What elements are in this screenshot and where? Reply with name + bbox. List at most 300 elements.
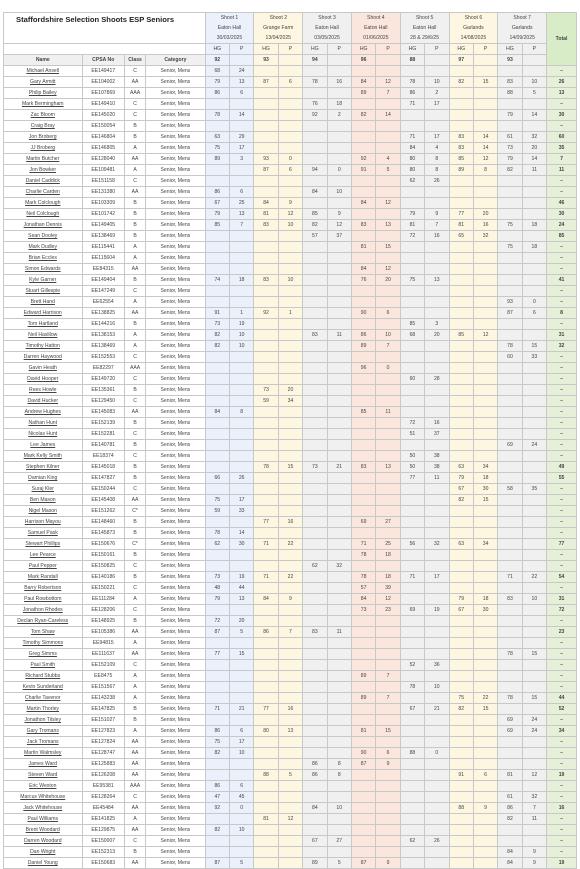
p-score (473, 737, 497, 748)
shooter-name-link[interactable]: Harrison Mayou (4, 517, 83, 528)
hg-score (498, 429, 522, 440)
p-score (327, 528, 351, 539)
shooter-name-link[interactable]: Neil Colclough (4, 209, 83, 220)
hg-score (498, 187, 522, 198)
shooter-name-link[interactable]: Philip Bailey (4, 88, 83, 99)
cpsa-number: EE148460 (82, 517, 124, 528)
hg-score (205, 462, 229, 473)
p-score: 22 (278, 539, 302, 550)
shooter-name-link[interactable]: Samuel Pask (4, 528, 83, 539)
shooter-name-link[interactable]: Nicolas Hunt (4, 429, 83, 440)
table-row (4, 781, 577, 792)
total-score: – (547, 286, 577, 297)
p-score: 8 (473, 165, 497, 176)
category-value: Senior, Mens (146, 132, 205, 143)
shooter-name-link[interactable]: Greg Simms (4, 649, 83, 660)
p-score (278, 121, 302, 132)
hg-score: 71 (254, 539, 278, 550)
p-score (425, 671, 449, 682)
category-value: Senior, Mens (146, 770, 205, 781)
hg-score: 79 (449, 473, 473, 484)
hg-score (449, 528, 473, 539)
hg-score (205, 605, 229, 616)
shooter-name-link[interactable]: Steven Ward (4, 770, 83, 781)
p-score (376, 627, 400, 638)
hg-score (303, 528, 327, 539)
class-value: A (124, 693, 145, 704)
p-score (278, 132, 302, 143)
shooter-name-link[interactable]: Mark Bermingham (4, 99, 83, 110)
table-row (4, 198, 577, 209)
cpsa-number: EE144216 (82, 319, 124, 330)
p-score (327, 660, 351, 671)
hg-score (449, 407, 473, 418)
p-score: 14 (473, 143, 497, 154)
table-row (4, 363, 577, 374)
shoot-venue: Garlands (463, 25, 484, 31)
hg-score: 87 (254, 77, 278, 88)
hg-score (254, 495, 278, 506)
p-label: P (229, 44, 253, 55)
shooter-name-link[interactable]: Charlie Tavenor (4, 693, 83, 704)
hg-score (254, 803, 278, 814)
table-row (4, 319, 577, 330)
shooter-name-link[interactable]: Sean Dooley (4, 231, 83, 242)
shooter-name-link[interactable]: Mark Colclough (4, 198, 83, 209)
hg-score (449, 638, 473, 649)
hg-score (449, 242, 473, 253)
shooter-name-link[interactable]: Edward Harrison (4, 308, 83, 319)
category-value: Senior, Mens (146, 275, 205, 286)
p-score (473, 286, 497, 297)
table-row (4, 605, 577, 616)
shooter-name-link[interactable]: Gary Tromans (4, 726, 83, 737)
shoot-header-row (4, 13, 577, 44)
p-score: 38 (425, 451, 449, 462)
p-score: 33 (522, 352, 546, 363)
hg-score: 83 (254, 220, 278, 231)
category-value: Senior, Mens (146, 462, 205, 473)
category-value: Senior, Mens (146, 396, 205, 407)
class-value: AA (124, 308, 145, 319)
shooter-name-link[interactable]: Timothy Hatton (4, 341, 83, 352)
hg-score (303, 143, 327, 154)
shooter-name-link[interactable]: Dan Wright (4, 847, 83, 858)
cpsa-number: EE62554 (82, 297, 124, 308)
cpsa-number: EE146804 (82, 132, 124, 143)
hg-score: 81 (351, 726, 375, 737)
class-value: A (124, 297, 145, 308)
shooter-name-link[interactable]: Kevin Sunderland (4, 682, 83, 693)
total-score: – (547, 671, 577, 682)
shooter-name-link[interactable]: Nigel Mason (4, 506, 83, 517)
shooter-name-link[interactable]: Brian Eccles (4, 253, 83, 264)
target-hg: 93 (254, 55, 278, 66)
category-value: Senior, Mens (146, 506, 205, 517)
hg-score (351, 528, 375, 539)
shooter-name-link[interactable]: Barry Robertson (4, 583, 83, 594)
shooter-name-link[interactable]: Paul Rowbottom (4, 594, 83, 605)
class-value: B (124, 847, 145, 858)
hg-score (205, 231, 229, 242)
hg-score (400, 649, 424, 660)
p-score (473, 847, 497, 858)
total-score: 44 (547, 693, 577, 704)
table-row (4, 814, 577, 825)
shooter-name-link[interactable]: Kyle Garner (4, 275, 83, 286)
shooter-name-link[interactable]: Eric Weston (4, 781, 83, 792)
hg-score (449, 253, 473, 264)
table-row (4, 275, 577, 286)
hg-score: 71 (400, 572, 424, 583)
shooter-name-link[interactable]: Simon Edwards (4, 264, 83, 275)
table-row (4, 209, 577, 220)
p-score (229, 715, 253, 726)
hg-score: 51 (400, 429, 424, 440)
class-value: A (124, 814, 145, 825)
total-score: – (547, 660, 577, 671)
hg-score (303, 440, 327, 451)
p-score: 12 (473, 154, 497, 165)
shooter-name-link[interactable]: Stephen Kilner (4, 462, 83, 473)
p-score (425, 66, 449, 77)
hg-score (254, 506, 278, 517)
shooter-name-link[interactable]: Declan Ryan-Careless (4, 616, 83, 627)
shooter-name-link[interactable]: Jon Bowker (4, 165, 83, 176)
p-score (327, 319, 351, 330)
shooter-name-link[interactable]: Mark Kelly Smith (4, 451, 83, 462)
p-score (473, 407, 497, 418)
p-score (327, 341, 351, 352)
cpsa-header: CPSA No (82, 55, 124, 66)
category-value: Senior, Mens (146, 616, 205, 627)
p-score: 9 (522, 858, 546, 869)
table-row (4, 682, 577, 693)
p-score (522, 264, 546, 275)
cpsa-number: EE152553 (82, 352, 124, 363)
shooter-name-link[interactable]: Martin Walmsley (4, 748, 83, 759)
category-value: Senior, Mens (146, 286, 205, 297)
cpsa-number: EE150007 (82, 836, 124, 847)
total-score: – (547, 517, 577, 528)
hg-score: 82 (449, 77, 473, 88)
shooter-name-link[interactable]: Ben Mason (4, 495, 83, 506)
category-value: Senior, Mens (146, 88, 205, 99)
hg-score (205, 451, 229, 462)
hg-score: 79 (449, 594, 473, 605)
p-score (473, 242, 497, 253)
shooter-name-link[interactable]: Gary Armitt (4, 77, 83, 88)
hg-score (449, 319, 473, 330)
p-score (522, 550, 546, 561)
table-row (4, 737, 577, 748)
shooter-name-link[interactable]: Brent Woodard (4, 825, 83, 836)
shooter-name-link[interactable]: Michael Ansell (4, 66, 83, 77)
p-score: 7 (376, 671, 400, 682)
p-score (522, 66, 546, 77)
shooter-name-link[interactable]: Marcus Whitehouse (4, 792, 83, 803)
class-value: B (124, 209, 145, 220)
shooter-name-link[interactable]: Stewart Phillips (4, 539, 83, 550)
category-value: Senior, Mens (146, 308, 205, 319)
cpsa-number: EE152313 (82, 847, 124, 858)
class-value: C (124, 451, 145, 462)
p-score: 17 (229, 495, 253, 506)
hg-score (449, 748, 473, 759)
hg-score (351, 374, 375, 385)
hg-score: 57 (303, 231, 327, 242)
hg-score (303, 242, 327, 253)
p-score: 8 (425, 154, 449, 165)
p-score (425, 803, 449, 814)
total-score: – (547, 385, 577, 396)
shooter-name-link[interactable]: Jonathon Tilsley (4, 715, 83, 726)
total-score: 72 (547, 605, 577, 616)
hg-label: HG (449, 44, 473, 55)
p-score (425, 715, 449, 726)
p-score (522, 473, 546, 484)
p-score: 34 (473, 539, 497, 550)
total-score: – (547, 495, 577, 506)
shooter-name-link[interactable]: Gavin Heath (4, 363, 83, 374)
p-score (522, 506, 546, 517)
p-score (473, 440, 497, 451)
p-score (522, 451, 546, 462)
p-score: 44 (229, 583, 253, 594)
shooter-name-link[interactable]: Nathan Hunt (4, 418, 83, 429)
shooter-name-link[interactable]: Daniel Caddick (4, 176, 83, 187)
shooter-name-link[interactable]: Jack Whitehouse (4, 803, 83, 814)
p-score (376, 495, 400, 506)
shooter-name-link[interactable]: Richard Stubbs (4, 671, 83, 682)
shooter-name-link[interactable]: Tom Hartland (4, 319, 83, 330)
shooter-name-link[interactable]: Martin Butcher (4, 154, 83, 165)
p-score: 7 (229, 220, 253, 231)
shooter-name-link[interactable]: Jonathan Dennis (4, 220, 83, 231)
p-score: 13 (229, 77, 253, 88)
hg-score (205, 814, 229, 825)
p-score (425, 242, 449, 253)
p-score: 19 (229, 572, 253, 583)
p-score (229, 682, 253, 693)
p-score (376, 297, 400, 308)
p-score (327, 484, 351, 495)
p-score: 9 (473, 803, 497, 814)
p-score (522, 759, 546, 770)
hg-score (303, 286, 327, 297)
column-header-row (4, 55, 577, 66)
p-score: 18 (327, 99, 351, 110)
shooter-name-link[interactable]: Jon Broberg (4, 132, 83, 143)
p-score (522, 429, 546, 440)
p-score (522, 616, 546, 627)
p-score (327, 473, 351, 484)
shooter-name-link[interactable]: Paul Pepper (4, 561, 83, 572)
hg-score (205, 770, 229, 781)
shooter-name-link[interactable]: Mark Dudley (4, 242, 83, 253)
hg-score (303, 154, 327, 165)
hg-score: 89 (351, 341, 375, 352)
shooter-name-link[interactable]: Suraj Kler (4, 484, 83, 495)
p-score (278, 792, 302, 803)
p-score (425, 649, 449, 660)
shooter-name-link[interactable]: Brett Hand (4, 297, 83, 308)
cpsa-number: EE94815 (82, 638, 124, 649)
p-score: 11 (327, 330, 351, 341)
hg-score (205, 440, 229, 451)
shooter-name-link[interactable]: Paul Williams (4, 814, 83, 825)
shooter-name-link[interactable]: David Hooper (4, 374, 83, 385)
p-score (327, 253, 351, 264)
shooter-name-link[interactable]: Charlie Carden (4, 187, 83, 198)
shooter-name-link[interactable]: James Ward (4, 759, 83, 770)
category-value: Senior, Mens (146, 77, 205, 88)
hg-score (498, 605, 522, 616)
shooter-name-link[interactable]: Neil Haslilow (4, 330, 83, 341)
class-value: B (124, 220, 145, 231)
p-score: 6 (229, 726, 253, 737)
p-score: 5 (522, 88, 546, 99)
p-score (376, 418, 400, 429)
shooter-name-link[interactable]: Rees Howle (4, 385, 83, 396)
shooter-name-link[interactable]: Damian King (4, 473, 83, 484)
shooter-name-link[interactable]: Andrew Hughes (4, 407, 83, 418)
p-score (327, 429, 351, 440)
hg-score: 76 (351, 275, 375, 286)
hg-score: 86 (303, 759, 327, 770)
hg-score (351, 616, 375, 627)
shooter-name-link[interactable]: Daniel Young (4, 858, 83, 869)
p-score (473, 759, 497, 770)
total-score: – (547, 814, 577, 825)
class-value: C (124, 836, 145, 847)
target-p (229, 55, 253, 66)
hg-score: 75 (498, 242, 522, 253)
shooter-name-link[interactable]: Martin Thorley (4, 704, 83, 715)
shoot-header (498, 13, 547, 44)
p-score (327, 407, 351, 418)
p-score: 14 (229, 110, 253, 121)
category-value: Senior, Mens (146, 803, 205, 814)
shooter-name-link[interactable]: Mark Randall (4, 572, 83, 583)
p-score (473, 792, 497, 803)
p-score: 7 (522, 803, 546, 814)
shooter-name-link[interactable]: Jack Tromans (4, 737, 83, 748)
p-score (522, 825, 546, 836)
hg-score: 88 (449, 803, 473, 814)
table-row (4, 704, 577, 715)
p-score (327, 396, 351, 407)
table-row (4, 451, 577, 462)
shooter-name-link[interactable]: Darren Woodard (4, 836, 83, 847)
p-score (327, 374, 351, 385)
p-score: 16 (425, 418, 449, 429)
hg-score: 60 (498, 352, 522, 363)
category-value: Senior, Mens (146, 407, 205, 418)
hg-score (303, 649, 327, 660)
shooter-name-link[interactable]: Craig Bray (4, 121, 83, 132)
p-score (473, 396, 497, 407)
p-score (376, 682, 400, 693)
hg-score (303, 748, 327, 759)
hg-score (351, 770, 375, 781)
p-score (473, 781, 497, 792)
p-score (473, 528, 497, 539)
shooter-name-link[interactable]: David Hucker (4, 396, 83, 407)
shooter-name-link[interactable]: Jonathon Rhodes (4, 605, 83, 616)
shooter-name-link[interactable]: Lee Pearce (4, 550, 83, 561)
hg-score (254, 286, 278, 297)
category-value: Senior, Mens (146, 352, 205, 363)
shooter-name-link[interactable]: Paul Smith (4, 660, 83, 671)
p-score: 24 (229, 66, 253, 77)
hg-score: 86 (351, 330, 375, 341)
class-value: AA (124, 407, 145, 418)
p-score (327, 572, 351, 583)
hg-score: 79 (498, 154, 522, 165)
shooter-name-link[interactable]: Darren Haywood (4, 352, 83, 363)
hg-score: 84 (351, 594, 375, 605)
hg-score (254, 143, 278, 154)
hg-score (498, 704, 522, 715)
hg-score: 84 (351, 264, 375, 275)
hg-score: 62 (400, 836, 424, 847)
hg-score: 59 (254, 396, 278, 407)
hg-score (449, 550, 473, 561)
p-score: 17 (425, 132, 449, 143)
p-score (425, 187, 449, 198)
shooter-name-link[interactable]: Stuart Gillespie (4, 286, 83, 297)
hg-score (254, 407, 278, 418)
p-score (376, 209, 400, 220)
hg-score (303, 550, 327, 561)
shooter-name-link[interactable]: Timothy Simmons (4, 638, 83, 649)
p-score (376, 704, 400, 715)
hg-score (449, 198, 473, 209)
hg-score (400, 550, 424, 561)
hg-score (254, 528, 278, 539)
hg-score (400, 858, 424, 869)
category-value: Senior, Mens (146, 330, 205, 341)
p-score (376, 440, 400, 451)
p-score (473, 429, 497, 440)
shooter-name-link[interactable]: Zac Bloom (4, 110, 83, 121)
hg-score: 77 (254, 517, 278, 528)
table-row (4, 748, 577, 759)
p-score (278, 638, 302, 649)
p-score: 9 (376, 858, 400, 869)
hg-score (449, 561, 473, 572)
shooter-name-link[interactable]: JJ Broberg (4, 143, 83, 154)
shooter-name-link[interactable]: Lee James (4, 440, 83, 451)
cpsa-number: EE82297 (82, 363, 124, 374)
hg-score: 75 (205, 495, 229, 506)
p-score (327, 748, 351, 759)
shooter-name-link[interactable]: Tom Shaw (4, 627, 83, 638)
p-score: 3 (425, 319, 449, 330)
p-score (376, 66, 400, 77)
hg-score (351, 737, 375, 748)
hg-score (449, 275, 473, 286)
shoot-header (449, 13, 498, 44)
p-score (278, 781, 302, 792)
total-score: – (547, 253, 577, 264)
p-score (278, 715, 302, 726)
hg-score (449, 616, 473, 627)
p-score (522, 671, 546, 682)
p-score: 6 (229, 781, 253, 792)
cpsa-number: EE105386 (82, 627, 124, 638)
